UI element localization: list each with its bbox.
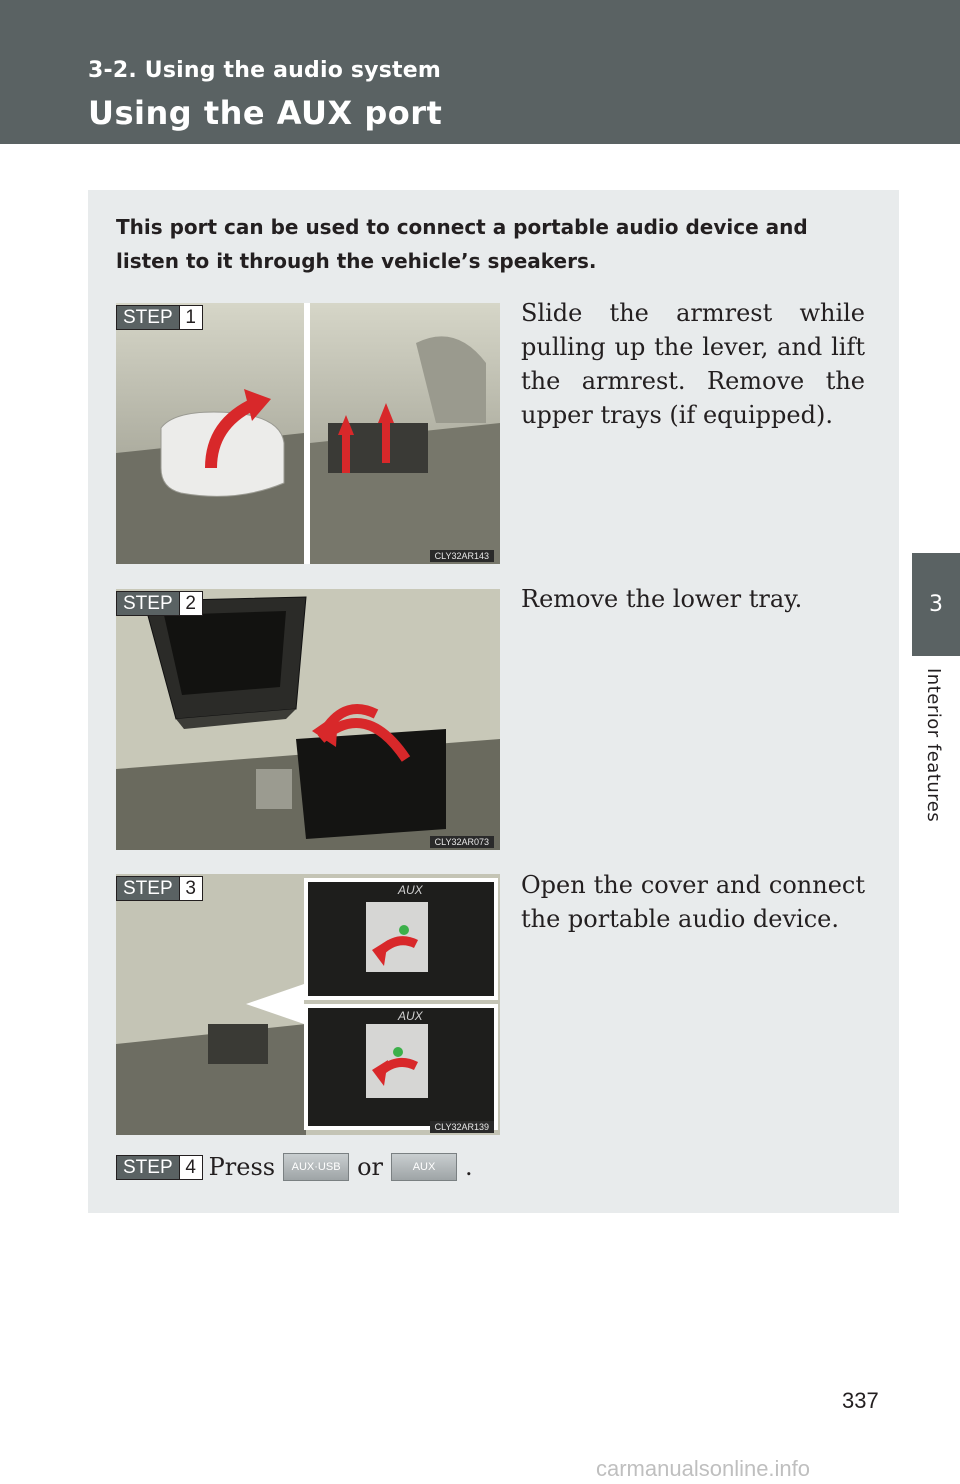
step-1-text: Slide the armrest while pulling up the lever, and lift the armrest. Remove the upper trays (if equipped).: [521, 299, 865, 429]
step-word: STEP: [117, 1156, 179, 1179]
step-3-badge: [116, 876, 203, 901]
aux-label-bottom: AUX: [398, 1009, 423, 1023]
watermark: carmanualsonline.info: [596, 1456, 811, 1481]
step-number: 3: [179, 877, 202, 900]
chapter-number: 3: [929, 592, 943, 617]
period-text: .: [465, 1153, 473, 1181]
step-3-text: Open the cover and connect the portable audio device.: [521, 871, 865, 933]
step-1-figure: [116, 303, 500, 564]
intro-text: This port can be used to connect a portable audio device and listen to it through the vehicle’s speakers.: [116, 215, 808, 273]
step-2-badge: [116, 591, 203, 616]
armrest-illustration: [116, 303, 500, 564]
section-label: 3-2. Using the audio system: [88, 58, 441, 83]
chapter-label: Interior features: [923, 668, 944, 823]
press-text: Press: [208, 1153, 276, 1181]
step-number: 1: [179, 306, 202, 329]
step-word: STEP: [117, 877, 179, 900]
figure-code: CLY32AR143: [430, 550, 494, 562]
step-4-badge: [116, 1155, 203, 1180]
figure-code: CLY32AR073: [430, 836, 494, 848]
aux-button[interactable]: AUX: [391, 1153, 457, 1181]
aux-label-top: AUX: [398, 883, 423, 897]
step-number: 2: [179, 592, 202, 615]
step-4-line: [116, 1150, 473, 1184]
or-text: or: [357, 1153, 384, 1181]
step-1-badge: [116, 305, 203, 330]
page-title: Using the AUX port: [88, 94, 443, 132]
aux-usb-button[interactable]: AUX·USB: [283, 1153, 349, 1181]
lower-tray-illustration: [116, 589, 500, 850]
page-number: 337: [842, 1388, 879, 1413]
step-number: 4: [179, 1156, 202, 1179]
step-2-figure: [116, 589, 500, 850]
step-word: STEP: [117, 306, 179, 329]
chapter-tab[interactable]: [912, 553, 960, 656]
step-2-text: Remove the lower tray.: [521, 585, 803, 613]
figure-code: CLY32AR139: [430, 1121, 494, 1133]
step-3-figure: [116, 874, 500, 1135]
page-header: [0, 0, 960, 144]
step-word: STEP: [117, 592, 179, 615]
aux-port-illustration: [116, 874, 500, 1135]
